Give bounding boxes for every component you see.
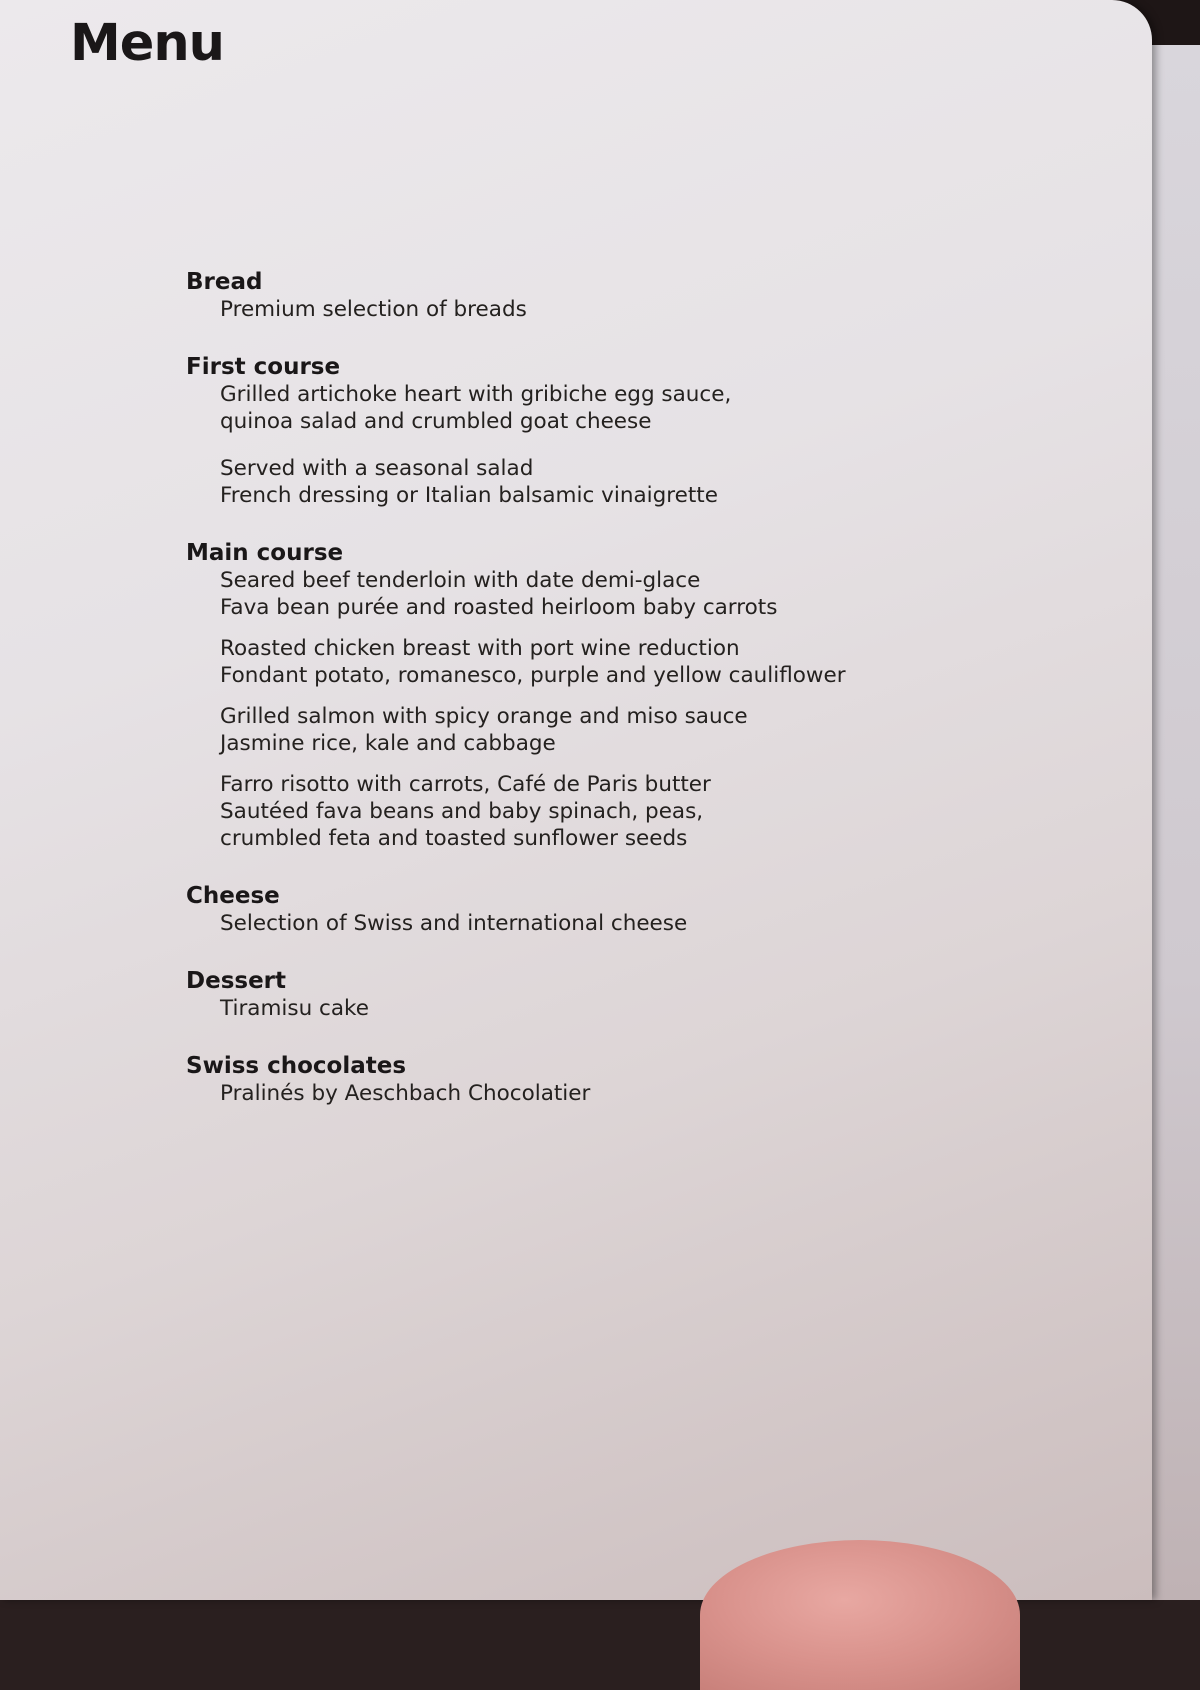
dish-item <box>186 771 886 852</box>
dish-item <box>186 455 886 509</box>
dish-description-line: Fava bean purée and roasted heirloom baby carrots <box>220 595 778 620</box>
dish-description-line: Fondant potato, romanesco, purple and yellow cauliflower <box>220 663 846 688</box>
dish-description-line: French dressing or Italian balsamic vinaigrette <box>220 483 718 508</box>
dish-description-line: quinoa salad and crumbled goat cheese <box>220 409 652 434</box>
dish-description-line: Premium selection of breads <box>220 297 527 322</box>
menu-section <box>186 539 886 852</box>
menu-list <box>186 268 886 1137</box>
dish-description-line: Grilled artichoke heart with gribiche egg sauce, <box>220 382 732 407</box>
dish-description-line: Pralinés by Aeschbach Chocolatier <box>220 1081 591 1106</box>
section-title: First course <box>186 354 341 380</box>
dish-description-line: Farro risotto with carrots, Café de Paris butter <box>220 772 711 797</box>
finger-photo <box>700 1540 1020 1690</box>
dish-description-line: Roasted chicken breast with port wine reduction <box>220 636 740 661</box>
dish-description-line: Grilled salmon with spicy orange and miso sauce <box>220 704 748 729</box>
page-title: Menu <box>70 14 224 73</box>
dish-item <box>186 703 886 757</box>
section-title: Swiss chocolates <box>186 1053 407 1079</box>
section-title: Dessert <box>186 968 287 994</box>
menu-section <box>186 967 886 1022</box>
dish-description-line: Selection of Swiss and international cheese <box>220 911 688 936</box>
menu-section <box>186 268 886 323</box>
dish-item <box>186 910 886 937</box>
menu-section <box>186 1052 886 1107</box>
dish-description-line: Served with a seasonal salad <box>220 456 534 481</box>
menu-section <box>186 353 886 509</box>
dish-description-line: crumbled feta and toasted sunflower seeds <box>220 826 688 851</box>
section-title: Cheese <box>186 883 280 909</box>
dish-item <box>186 381 886 435</box>
dish-item <box>186 296 886 323</box>
dish-item <box>186 995 886 1022</box>
dish-description-line: Jasmine rice, kale and cabbage <box>220 731 556 756</box>
dish-description-line: Sautéed fava beans and baby spinach, peas, <box>220 799 704 824</box>
dish-item <box>186 635 886 689</box>
dish-description-line: Seared beef tenderloin with date demi-glace <box>220 568 701 593</box>
menu-section <box>186 882 886 937</box>
dish-item <box>186 567 886 621</box>
dish-description-line: Tiramisu cake <box>220 996 369 1021</box>
section-title: Main course <box>186 540 344 566</box>
section-title: Bread <box>186 269 263 295</box>
dish-item <box>186 1080 886 1107</box>
